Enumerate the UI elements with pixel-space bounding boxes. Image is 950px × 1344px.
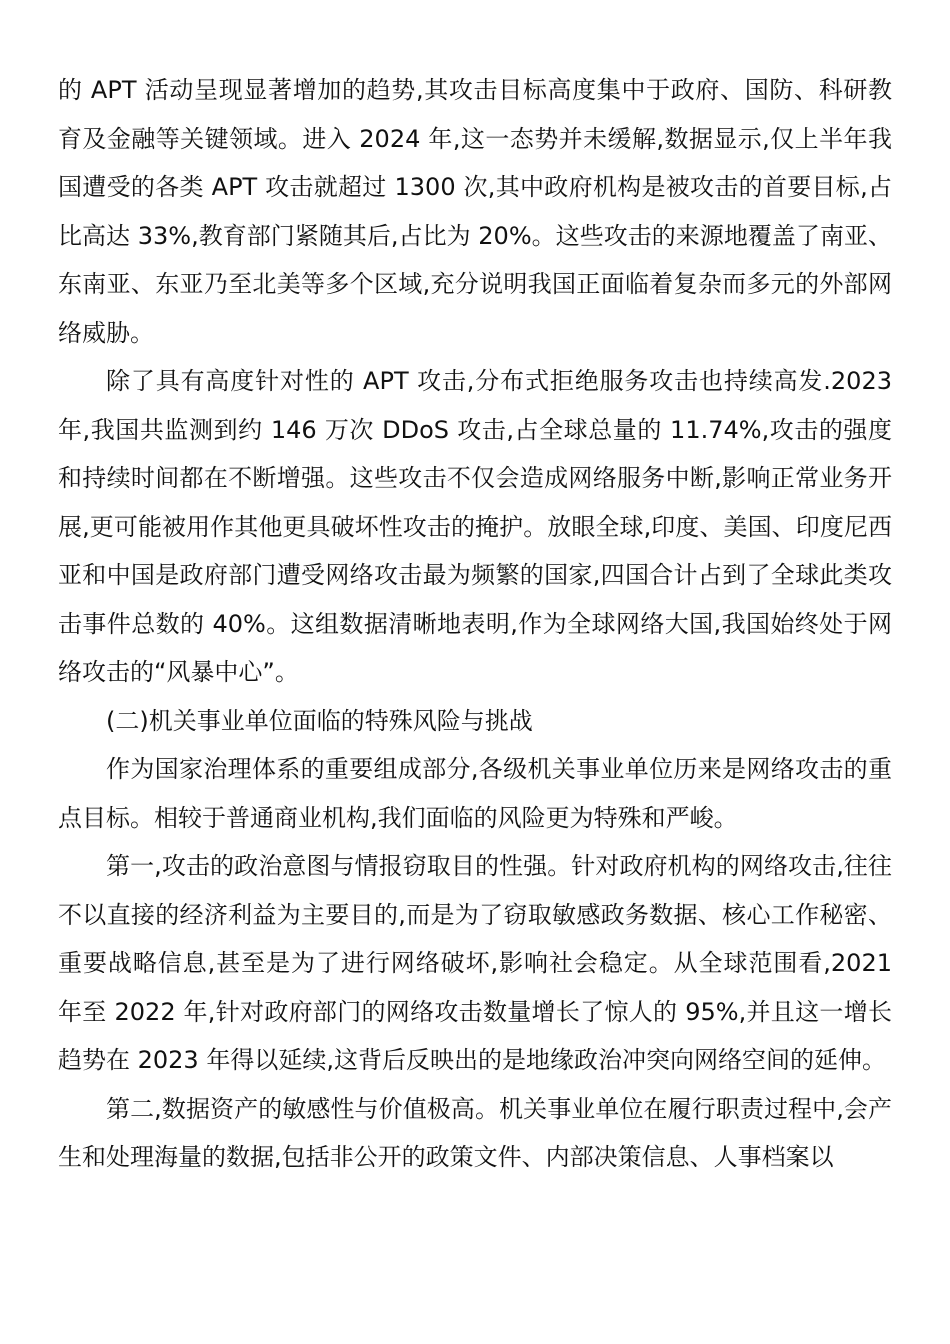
paragraph-apt-trend: 的 APT 活动呈现显著增加的趋势,其攻击目标高度集中于政府、国防、科研教育及金融等关键领域。进入 2024 年,这一态势并未缓解,数据显示,仅上半年我国遭受的各类 APT 攻击就超过 1300 次,其中政府机构是被攻击的首要目标,占比高达 33%,教育部门紧随其后,占比为 20%。这些攻击的来源地覆盖了南亚、东南亚、东亚乃至北美等多个区域,充分说明我国正面临着复杂而多元的外部网络威胁。 <box>58 76 892 347</box>
paragraph-ddos: 除了具有高度针对性的 APT 攻击,分布式拒绝服务攻击也持续高发.2023 年,我国共监测到约 146 万次 DDoS 攻击,占全球总量的 11.74%,攻击的强度和持续时间都在不断增强。这些攻击不仅会造成网络服务中断,影响正常业务开展,更可能被用作其他更具破坏性攻击的掩护。放眼全球,印度、美国、印度尼西亚和中国是政府部门遭受网络攻击最为频繁的国家,四国合计占到了全球此类攻击事件总数的 40%。这组数据清晰地表明,作为全球网络大国,我国始终处于网络攻击的“风暴中心”。 <box>58 367 892 686</box>
paragraph-intro: 作为国家治理体系的重要组成部分,各级机关事业单位历来是网络攻击的重点目标。相较于普通商业机构,我们面临的风险更为特殊和严峻。 <box>58 755 892 832</box>
document-body <box>58 66 892 1182</box>
section-heading: (二)机关事业单位面临的特殊风险与挑战 <box>106 706 533 735</box>
paragraph-point-one: 第一,攻击的政治意图与情报窃取目的性强。针对政府机构的网络攻击,往往不以直接的经济利益为主要目的,而是为了窃取敏感政务数据、核心工作秘密、重要战略信息,甚至是为了进行网络破坏,影响社会稳定。从全球范围看,2021 年至 2022 年,针对政府部门的网络攻击数量增长了惊人的 95%,并且这一增长趋势在 2023 年得以延续,这背后反映出的是地缘政治冲突向网络空间的延伸。 <box>58 852 892 1074</box>
paragraph-point-two: 第二,数据资产的敏感性与价值极高。机关事业单位在履行职责过程中,会产生和处理海量的数据,包括非公开的政策文件、内部决策信息、人事档案以 <box>58 1094 892 1171</box>
